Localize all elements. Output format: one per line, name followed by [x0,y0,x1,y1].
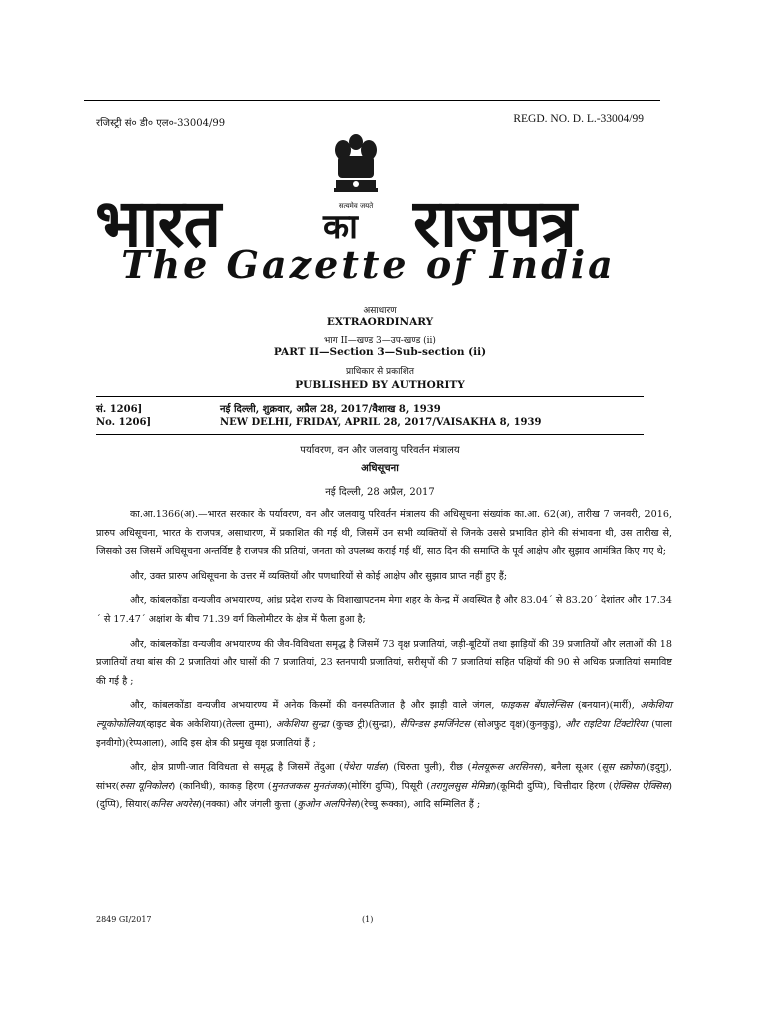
notification-heading: अधिसूचना [361,463,399,474]
masthead-word-bharat: भारत [95,185,221,262]
label-extraordinary: EXTRAORDINARY [326,316,434,328]
registration-number-hindi: रजिस्ट्री सं० डी० एल०-33004/99 [96,118,226,129]
ministry-name: पर्यावरण, वन और जलवायु परिवर्तन मंत्रालय [300,445,460,456]
label-asadharan: असाधारण [363,306,397,316]
issue-date-hindi: नई दिल्ली, शुक्रवार, अप्रैल 28, 2017/वैशाख 8, 1939 [220,404,441,415]
footer-code: 2849 GI/2017 [96,915,152,924]
page-number: (1) [362,915,374,924]
paragraph-3: और, कांबलकोंडा वन्यजीव अभयारण्य, आंध्र प्रदेश राज्य के विशाखापटनम मेगा शहर के केन्द्र में अवस्थित है और 83.04´ से 83.20´ देशांतर और 17.34´ से 17.47´ अक्षांश के बीच 71.39 वर्ग किलोमीटर के क्षेत्र में फैला हुआ है; [96,595,672,625]
paragraph-5: और, कांबलकोंडा वन्यजीव अभयारण्य में अनेक किस्मों की वनस्पतिजात है और झाड़ी वाले जंगल, फाइकस बेंघालेन्सिस (बनयान)(मार्री), अकेशिया ल्यूकोफोलिया(व्हाइट बेक अकेशिया)(तेल्ला तुम्मा), अकेशिया सुन्द्रा (कुच्छ ट्री)(सुन्द्रा), सैपिन्डस इमर्जिनेटस (सोअफुट वृक्ष)(कुनकुडु), और राइटिया टिंक्टोरिया (पाला इनवीगो)(रेप्पआला), आदि इस क्षेत्र की प्रमुख वृक्ष प्रजातियां हैं ; [96,700,672,749]
paragraph-4: और, कांबलकोंडा वन्यजीव अभयारण्य की जैव-विविधता समृद्ध है जिसमें 73 वृक्ष प्रजातियां, जड़ी-बूटियों तथा झाड़ियों की 39 प्रजातियों और लताओं की 18 प्रजातियों तथा बांस की 2 प्रजातियां और घासों की 7 प्रजातियां, 23 स्तनपायी प्रजातियां, सरीसृपों की 7 प्रजातियां सहित पक्षियों की 90 से अधिक प्रजातियां समाविष्ट की गई है ; [96,638,672,687]
issue-date-english: NEW DELHI, FRIDAY, APRIL 28, 2017/VAISAKHA 8, 1939 [220,417,542,428]
place-date: नई दिल्ली, 28 अप्रैल, 2017 [325,487,435,498]
registration-number-english: REGD. NO. D. L.-33004/99 [513,113,644,125]
label-authority-hindi: प्राधिकार से प्रकाशित [346,367,414,377]
issue-number-english: No. 1206] [96,417,152,428]
label-part-hindi: भाग II—खण्ड 3—उप-खण्ड (ii) [324,336,436,346]
masthead-word-ka: का [323,207,357,247]
paragraph-1: का.आ.1366(अ).—भारत सरकार के पर्यावरण, वन और जलवायु परिवर्तन मंत्रालय की अधिसूचना संख्यांक का.आ. 62(अ), तारीख 7 जनवरी, 2016, प्रारुप अधिसूचना, भारत के राजपत्र, असाधारण, में प्रकाशित की गई थी, जिसमें उन सभी व्यक्तियों से जिनके उससे प्रभावित होने की संभावना थी, उस तारीख से, जिसको उस जिसमें अधिसूचना अन्तर्विष्ट है राजपत्र की प्रतियां, जनता को उपलब्ध कराई गई थीं, साठ दिन की समाप्ति के पूर्व आक्षेप और सुझाव आमंत्रित किए गए थे; [96,509,672,558]
top-rule [84,100,660,101]
label-authority-english: PUBLISHED BY AUTHORITY [295,379,465,391]
paragraph-6: और, क्षेत्र प्राणी-जात विविधता से समृद्ध है जिसमें तेंदुआ (पेंथेरा पार्डस) (चिरुता पुली), रीछ (मेलयूरूस अरसिनस), बनैला सूअर (सूस स्क्रोफा)(इदुगु), सांभर(रुसा यूनिकोलर) (कानिधी), काकड़ हिरण (मुनतजकस मुनतंजक)(मोरिंग दुप्पि), पिसूरी (तरागुलसुस मेमिन्ना)(कूमिदी दुप्पि), चित्तीदार हिरण (ऐक्सिस ऐक्सिस)(दुप्पि), सियार(कनिस अयरेस)(नक्का) और जंगली कुत्ता (कुओन अलपिनेस)(रेच्चु रूक्का), आदि सम्मिलित हैं ; [96,762,672,811]
label-part-english: PART II—Section 3—Sub-section (ii) [273,346,487,358]
paragraph-2: और, उक्त प्रारुप अधिसूचना के उत्तर में व्यक्तियों और पणधारियों से कोई आक्षेप और सुझाव प्राप्त नहीं हुए हैं; [130,570,508,582]
issue-rule-bottom [96,434,644,435]
emblem-motto: सत्यमेव जयते [338,202,374,210]
notification-body [96,506,672,821]
issue-number-hindi: सं. 1206] [96,404,143,415]
masthead-word-rajpatra: राजपत्र [413,185,576,262]
issue-rule-top [96,396,644,397]
masthead-english: The Gazette of India [121,242,616,287]
